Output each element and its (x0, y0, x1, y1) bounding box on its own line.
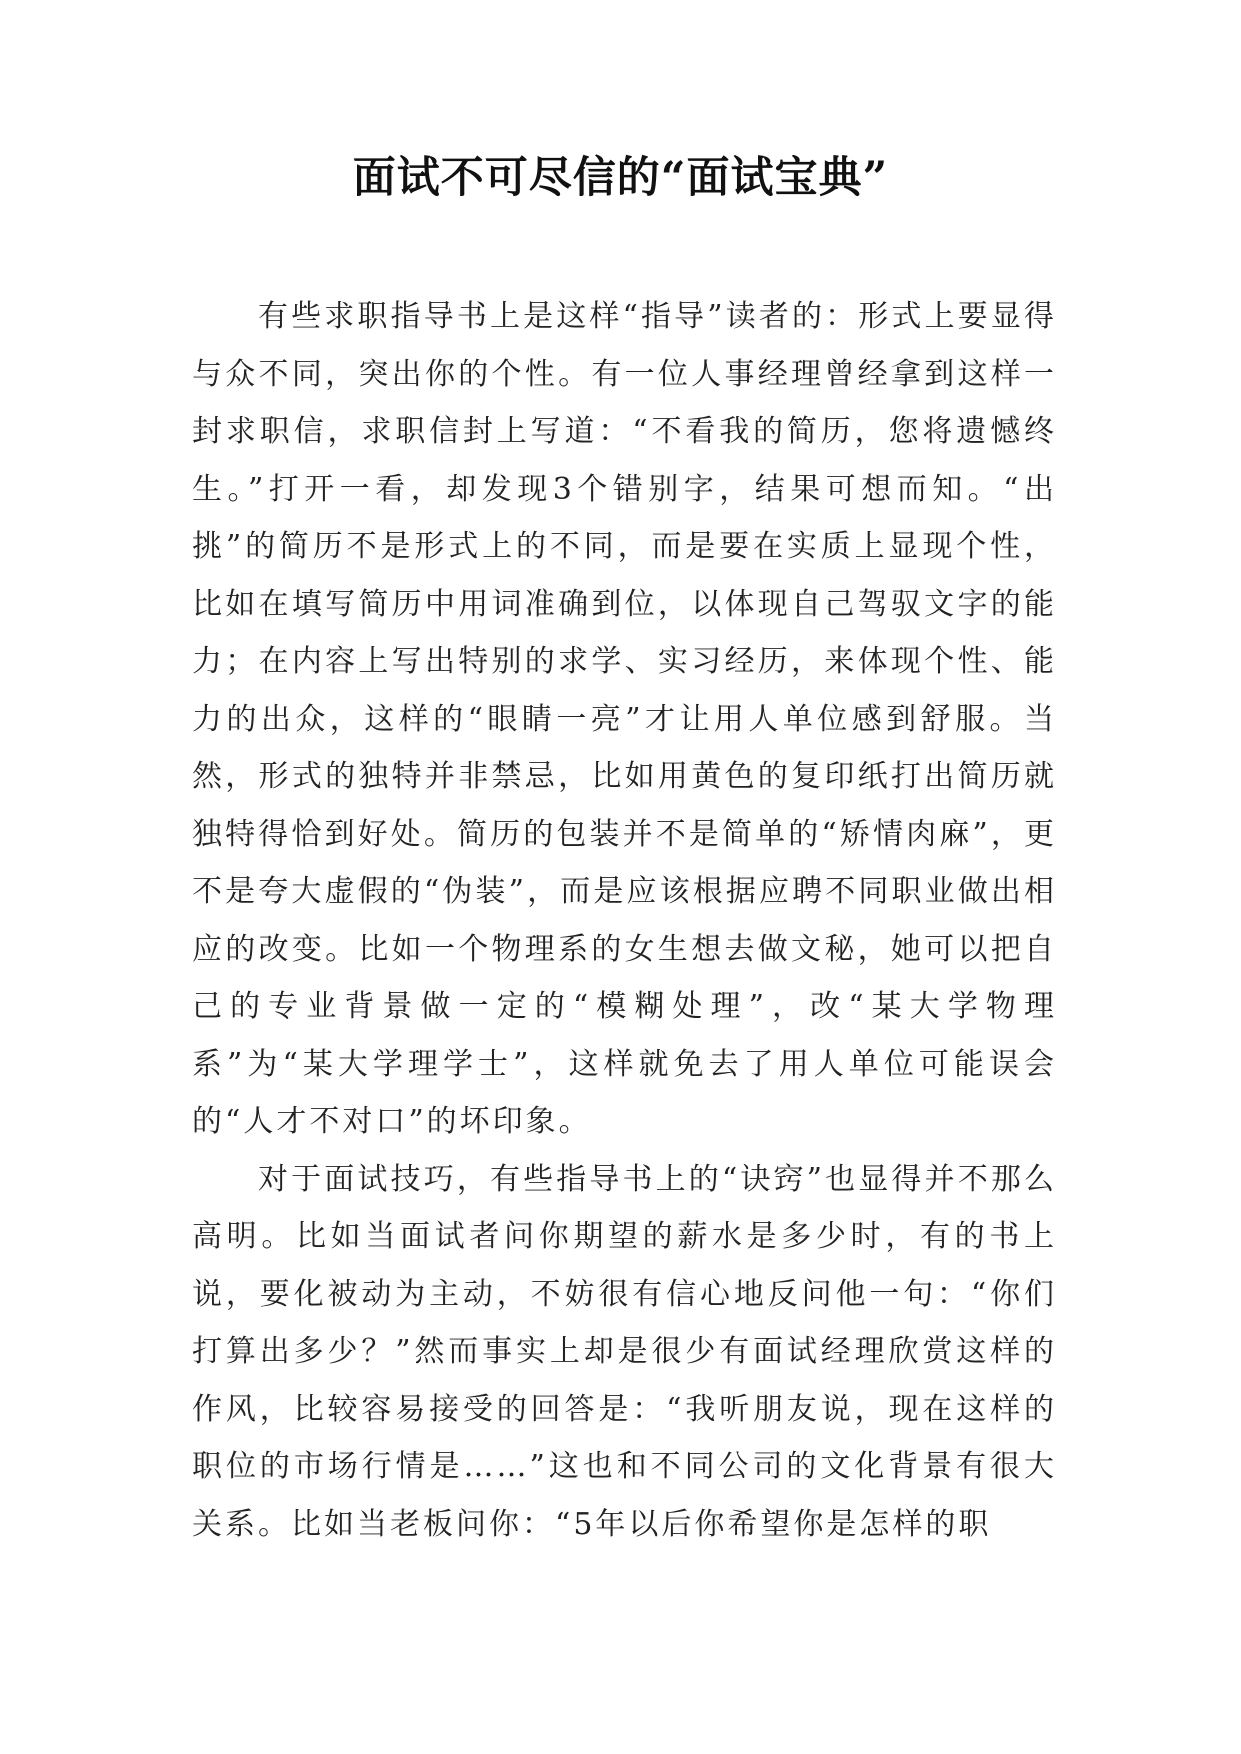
document-body (192, 288, 1057, 1553)
body-paragraph-2: 对于面试技巧，有些指导书上的“诀窍”也显得并不那么高明。比如当面试者问你期望的薪水是多少时，有的书上说，要化被动为主动，不妨很有信心地反问他一句：“你们打算出多少？”然而事实上却是很少有面试经理欣赏这样的作风，比较容易接受的回答是：“我听朋友说，现在这样的职位的市场行情是……”这也和不同公司的文化背景有很大关系。比如当老板问你：“5年以后你希望你是怎样的职 (192, 1161, 1057, 1542)
body-paragraph-1: 有些求职指导书上是这样“指导”读者的：形式上要显得与众不同，突出你的个性。有一位人事经理曾经拿到这样一封求职信，求职信封上写道：“不看我的简历，您将遗憾终生。”打开一看，却发现3个错别字，结果可想而知。“出挑”的简历不是形式上的不同，而是要在实质上显现个性，比如在填写简历中用词准确到位，以体现自己驾驭文字的能力；在内容上写出特别的求学、实习经历，来体现个性、能力的出众，这样的“眼睛一亮”才让用人单位感到舒服。当然，形式的独特并非禁忌，比如用黄色的复印纸打出简历就独特得恰到好处。简历的包装并不是简单的“矫情肉麻”，更不是夸大虚假的“伪装”，而是应该根据应聘不同职业做出相应的改变。比如一个物理系的女生想去做文秘，她可以把自己的专业背景做一定的“模糊处理”，改“某大学物理系”为“某大学理学士”，这样就免去了用人单位可能误会的“人才不对口”的坏印象。 (192, 299, 1057, 1139)
document-title: 面试不可尽信的“面试宝典” (352, 153, 889, 203)
